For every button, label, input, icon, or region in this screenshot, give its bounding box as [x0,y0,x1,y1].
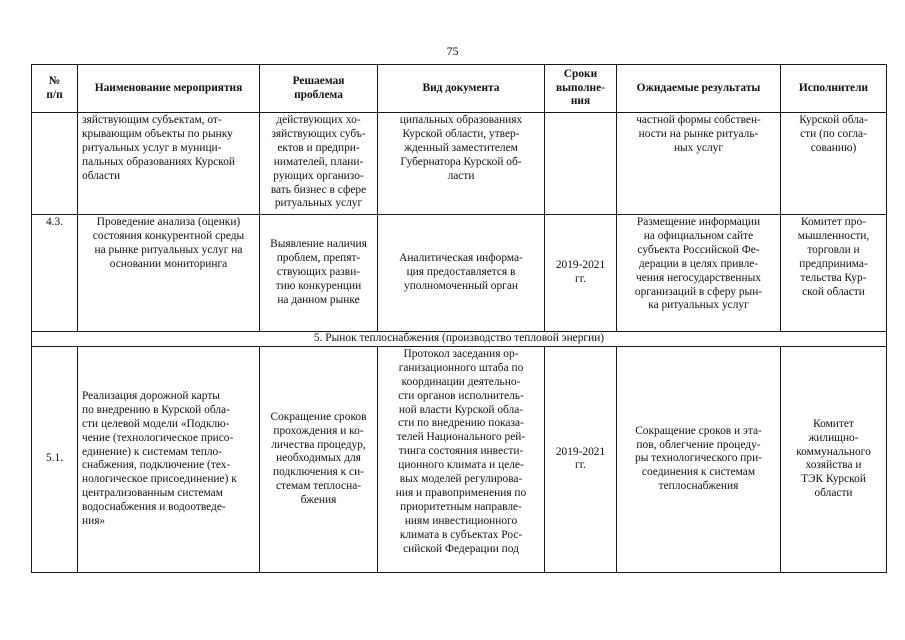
row-result: Размещение информации на официальном сайте субъекта Российской Фе- дерации в целях привле- чения негосударственных организаций в сферу рын- ка ритуальных услуг [617,215,781,332]
table-row [32,215,887,332]
header-result: Ожидаемые результаты [617,65,781,113]
header-document: Вид документа [378,65,545,113]
section-row [32,332,887,347]
header-problem: Решаемая проблема [260,65,378,113]
row-number: 4.3. [32,215,78,332]
header-term: Сроки выполне- ния [545,65,617,113]
header-name: Наименование мероприятия [78,65,260,113]
row-document: Аналитическая информа- ция предоставляется в уполномоченный орган [378,215,545,332]
row-name: Проведение анализа (оценки) состояния конкурентной среды на рынке ритуальных услуг на основании мониторинга [78,215,260,332]
row-term [545,113,617,215]
row-name: зяйствующим субъектам, от- крывающим объекты по рынку ритуальных услуг в муници- пальных образованиях Курской области [78,113,260,215]
table-row [32,346,887,572]
header-executor: Исполнители [781,65,887,113]
action-plan-table [31,64,887,573]
table-row [32,113,887,215]
page-number: 75 [446,44,459,58]
header-number: № п/п [32,65,78,113]
row-problem: действующих хо- зяйствующих субъ- ектов и предпри- нимателей, плани- рующих организо- вать бизнес в сфере ритуальных услуг [260,113,378,215]
row-name: Реализация дорожной карты по внедрению в Курской обла- сти целевой модели «Подклю- чение (технологическое присо- единение) к системам тепло- снабжения, подключение (тех- нологическое присоединение) к централизованным системам водоснабжения и водоотведе- ния» [78,346,260,572]
table-header-row [32,65,887,113]
row-executor: Комитет жилищно- коммунального хозяйства и ТЭК Курской области [781,346,887,572]
row-executor: Комитет про- мышленности, торговли и предпринима- тельства Кур- ской области [781,215,887,332]
row-executor: Курской обла- сти (по согла- сованию) [781,113,887,215]
row-number [32,113,78,215]
row-problem: Сокращение сроков прохождения и ко- личества процедур, необходимых для подключения к си- стемам теплосна- бжения [260,346,378,572]
row-document: Протокол заседания ор- ганизационного штаба по координации деятельно- сти органов исполнитель- ной власти Курской обла- сти по внедрению показа- телей Национального рей- тинга состояния инвести- ционного климата и целе- вых моделей регулирова- ния и правоприменения по приоритетным направле- ниям инвестиционного климата в субъектах Рос- сийской Федерации под [378,346,545,572]
row-number: 5.1. [32,346,78,572]
row-term: 2019-2021 гг. [545,215,617,332]
row-problem: Выявление наличия проблем, препят- ствующих разви- тию конкуренции на данном рынке [260,215,378,332]
row-term: 2019-2021 гг. [545,346,617,572]
row-document: ципальных образованиях Курской области, утвер- жденный заместителем Губернатора Курской об- ласти [378,113,545,215]
row-result: частной формы собствен- ности на рынке ритуаль- ных услуг [617,113,781,215]
row-result: Сокращение сроков и эта- пов, облегчение процеду- ры технологического при- соединения к системам теплоснабжения [617,346,781,572]
section-title: 5. Рынок теплоснабжения (производство тепловой энергии) [32,332,887,347]
